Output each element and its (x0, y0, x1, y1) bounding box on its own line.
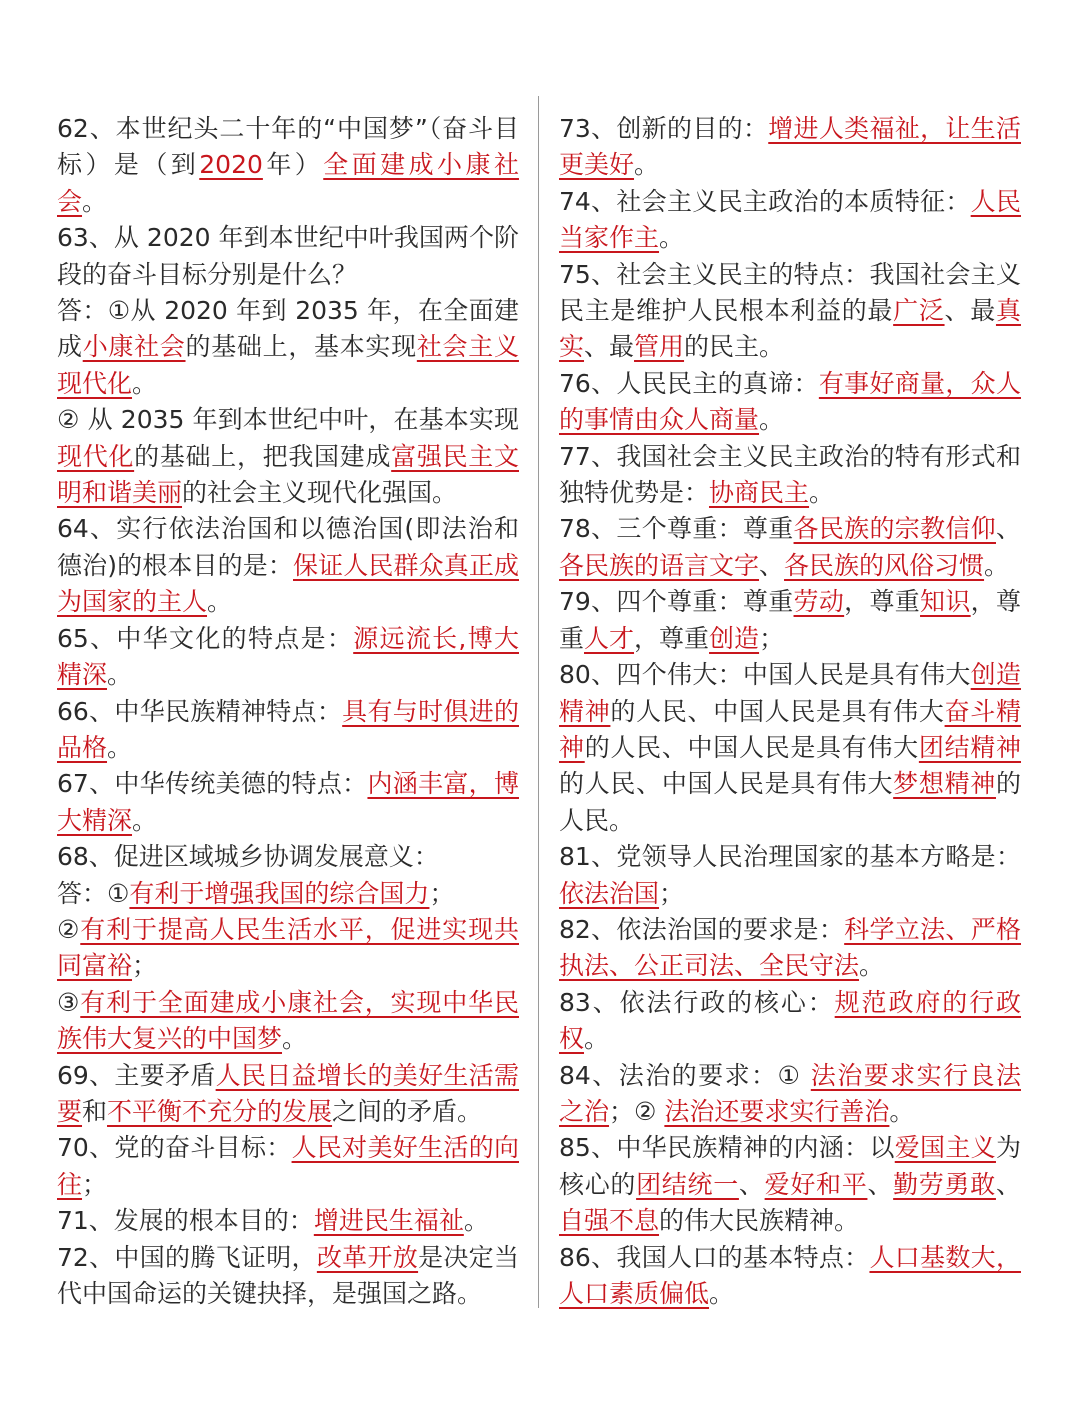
item-text: 是决定当代中国命运的关键抉择，是强国之路。 (57, 1242, 519, 1308)
item-text: 69、主要矛盾 (57, 1060, 216, 1090)
question-item (57, 876, 519, 912)
item-text: 、 (995, 514, 1021, 544)
question-item (559, 985, 1021, 1058)
question-item (57, 985, 519, 1058)
answer-keyword: 增进民生福祉 (313, 1206, 464, 1236)
item-text: 、 (867, 1169, 894, 1199)
answer-keyword: 2020 (199, 150, 263, 180)
answer-keyword: 具有与时俱进的品格 (57, 696, 519, 762)
answer-keyword: 源远流长,博大精深 (57, 623, 519, 690)
item-text: 79、四个尊重：尊重 (559, 587, 794, 617)
answer-keyword: 自强不息 (559, 1206, 660, 1236)
answer-keyword: 改革开放 (316, 1242, 419, 1272)
item-text: 。 (634, 150, 660, 180)
item-text: 71、发展的根本目的： (57, 1206, 314, 1236)
answer-keyword: 富强民主文明和谐美丽 (57, 441, 519, 508)
question-item (559, 657, 1021, 839)
answer-keyword: 法治还要求实行善治 (664, 1096, 890, 1126)
item-text: 。 (132, 368, 158, 398)
item-text: 的基础上，把我国建成 (134, 441, 392, 471)
question-item (57, 839, 519, 875)
item-text: 81、党领导人民治理国家的基本方略是： (559, 842, 1021, 872)
item-text: 的人民、中国人民是具有伟大 (610, 696, 945, 726)
item-text: 的人民、中国人民是具有伟大 (584, 732, 919, 762)
answer-keyword: 内涵丰富，博大精深 (57, 769, 519, 835)
item-text: 、 (759, 550, 785, 580)
item-text: 82、依法治国的要求是： (559, 914, 845, 944)
answer-keyword: 真实 (559, 296, 1021, 362)
question-item (57, 1058, 519, 1131)
item-text: 80、四个伟大：中国人民是具有伟大 (559, 660, 971, 690)
item-text: 答：① (57, 878, 130, 908)
answer-keyword: 人民对美好生活的向往 (57, 1133, 519, 1199)
item-text: ② 从 2035 年到本世纪中叶，在基本实现 (57, 405, 519, 435)
question-item (559, 584, 1021, 657)
item-text: 74、社会主义民主政治的本质特征： (559, 186, 971, 216)
item-text: 76、人民民主的真谛： (559, 368, 819, 398)
item-text: ； (759, 623, 785, 653)
question-item (559, 439, 1021, 512)
answer-keyword: 爱国主义 (894, 1133, 996, 1163)
answer-keyword: 各民族的宗教信仰 (793, 514, 996, 544)
answer-keyword: 小康社会 (82, 332, 186, 362)
question-item (559, 511, 1021, 584)
item-text: ③ (57, 987, 81, 1017)
item-text: 。 (859, 951, 885, 981)
answer-keyword: 人口基数大，人口素质偏低 (559, 1242, 1021, 1308)
item-text: 。 (659, 223, 685, 253)
question-item (559, 1130, 1021, 1239)
question-item (57, 621, 519, 694)
item-text: 。 (107, 732, 133, 762)
question-item (559, 1240, 1021, 1313)
item-text: ；② (609, 1096, 665, 1126)
item-text: 答：①从 2020 年到 2035 年，在全面建成 (57, 296, 519, 362)
item-text: 86、我国人口的基本特点： (559, 1242, 870, 1272)
question-item (57, 220, 519, 293)
answer-keyword: 人才 (584, 623, 635, 653)
answer-keyword: 管用 (634, 332, 685, 362)
item-text: 。 (709, 1279, 735, 1308)
item-text: 64、实行依法治国和以德治国(即法治和德治)的根本目的是： (57, 514, 519, 580)
item-text: 。 (759, 405, 785, 435)
item-text: 。 (132, 805, 158, 835)
item-text: 65、中华文化的特点是： (57, 623, 354, 653)
answer-keyword: 科学立法、严格执法、公正司法、全民守法 (559, 914, 1021, 981)
answer-keyword: 依法治国 (559, 878, 660, 908)
question-item (57, 1240, 519, 1313)
item-text: 。 (463, 1206, 489, 1236)
question-item (57, 1203, 519, 1239)
item-text: 73、创新的目的： (559, 114, 769, 143)
item-text: 的人民、中国人民是具有伟大 (559, 769, 894, 799)
answer-keyword: 有利于提高人民生活水平，促进实现共同富裕 (57, 914, 519, 981)
question-item (559, 1058, 1021, 1131)
answer-keyword: 社会主义现代化 (57, 332, 519, 398)
item-text: 、 (738, 1169, 765, 1199)
item-text: 、最 (584, 332, 635, 362)
item-text: ； (82, 1169, 108, 1199)
item-text: 、 (995, 1169, 1021, 1199)
question-item (559, 111, 1021, 184)
item-text: 。 (82, 186, 108, 216)
question-item (57, 111, 519, 220)
item-text: 为核心的 (559, 1133, 1021, 1199)
item-text: 之间的矛盾。 (332, 1096, 483, 1126)
item-text: ； (132, 951, 158, 981)
column-divider (538, 96, 539, 1308)
item-text: 68、促进区域城乡协调发展意义： (57, 842, 439, 872)
item-text: 77、我国社会主义民主政治的特有形式和独特优势是： (559, 441, 1021, 508)
item-text: 62、本世纪头二十年的“中国梦”（奋斗目标）是（到 (57, 114, 519, 180)
question-item (559, 257, 1021, 366)
answer-keyword: 各民族的语言文字 (559, 550, 760, 580)
answer-keyword: 现代化 (57, 441, 135, 471)
item-text: 。 (809, 478, 835, 508)
answer-keyword: 人民日益增长的美好生活需要 (57, 1060, 519, 1126)
answer-keyword: 劳动 (793, 587, 845, 617)
answer-keyword: 增进人类福祉，让生活更美好 (559, 114, 1021, 180)
answer-keyword: 全面建成小康社会 (57, 150, 519, 216)
item-text: 的人民。 (559, 769, 1021, 835)
item-text: 70、党的奋斗目标： (57, 1133, 292, 1163)
answer-keyword: 团结精神 (918, 732, 1021, 762)
item-text: ； (659, 878, 685, 908)
item-text: 的基础上，基本实现 (185, 332, 417, 362)
answer-keyword: 人民当家作主 (559, 186, 1021, 253)
item-text: 83、依法行政的核心： (559, 987, 835, 1017)
question-item (57, 766, 519, 839)
item-text: ，尊重 (634, 623, 710, 653)
answer-keyword: 广泛 (893, 296, 945, 326)
item-text: 85、中华民族精神的内涵：以 (559, 1133, 895, 1163)
item-text: 84、法治的要求：① (559, 1060, 811, 1090)
question-item (559, 184, 1021, 257)
item-text: 75、社会主义民主的特点：我国社会主义民主是维护人民根本利益的最 (559, 259, 1021, 326)
item-text: 。 (107, 660, 133, 690)
item-text: 。 (584, 1024, 610, 1054)
item-text: ② (57, 914, 81, 944)
answer-keyword: 创造精神 (559, 660, 1021, 726)
answer-keyword: 知识 (920, 587, 971, 617)
item-text: 66、中华民族精神特点： (57, 696, 343, 726)
question-item (57, 402, 519, 511)
item-text: 。 (282, 1024, 308, 1054)
item-text: 72、中国的腾飞证明， (57, 1242, 317, 1272)
answer-keyword: 奋斗精神 (559, 696, 1021, 762)
question-item (57, 694, 519, 767)
answer-keyword: 梦想精神 (893, 769, 996, 799)
item-text: 的社会主义现代化强国。 (182, 478, 458, 508)
answer-keyword: 有利于全面建成小康社会，实现中华民族伟大复兴的中国梦 (57, 987, 519, 1054)
item-text: 78、三个尊重：尊重 (559, 514, 794, 544)
answer-keyword: 有利于增强我国的综合国力 (129, 878, 430, 908)
answer-keyword: 协商民主 (709, 478, 810, 508)
item-text: 的伟大民族精神。 (659, 1206, 860, 1236)
item-text: 。 (984, 550, 1010, 580)
question-item (57, 293, 519, 402)
answer-keyword: 保证人民群众真正成为国家的主人 (57, 550, 519, 617)
item-text: ； (429, 878, 455, 908)
answer-keyword: 有事好商量，众人的事情由众人商量 (559, 368, 1021, 435)
answer-keyword: 规范政府的行政权 (559, 987, 1021, 1054)
item-text: 、最 (944, 296, 996, 326)
item-text: 和 (82, 1096, 108, 1126)
question-item (57, 1130, 519, 1203)
answer-keyword: 不平衡不充分的发展 (107, 1096, 333, 1126)
item-text: 。 (207, 587, 233, 617)
answer-keyword: 爱好和平 (764, 1169, 868, 1199)
question-item (57, 912, 519, 985)
right-column (559, 111, 1021, 1312)
item-text: 63、从 2020 年到本世纪中叶我国两个阶段的奋斗目标分别是什么？ (57, 223, 519, 289)
question-item (559, 366, 1021, 439)
item-text: ，尊重 (844, 587, 921, 617)
question-item (57, 511, 519, 620)
left-column (57, 111, 519, 1312)
question-item (559, 839, 1021, 912)
question-item (559, 912, 1021, 985)
item-text: 的民主。 (684, 332, 785, 362)
item-text: 67、中华传统美德的特点： (57, 769, 368, 799)
item-text: ，尊重 (559, 587, 1021, 653)
answer-keyword: 勤劳勇敢 (893, 1169, 996, 1199)
answer-keyword: 团结统一 (636, 1169, 739, 1199)
answer-keyword: 创造 (709, 623, 760, 653)
answer-keyword: 各民族的风俗习惯 (784, 550, 985, 580)
item-text: 。 (889, 1096, 915, 1126)
item-text: 年） (262, 150, 324, 180)
answer-keyword: 法治要求实行良法之治 (559, 1060, 1021, 1126)
